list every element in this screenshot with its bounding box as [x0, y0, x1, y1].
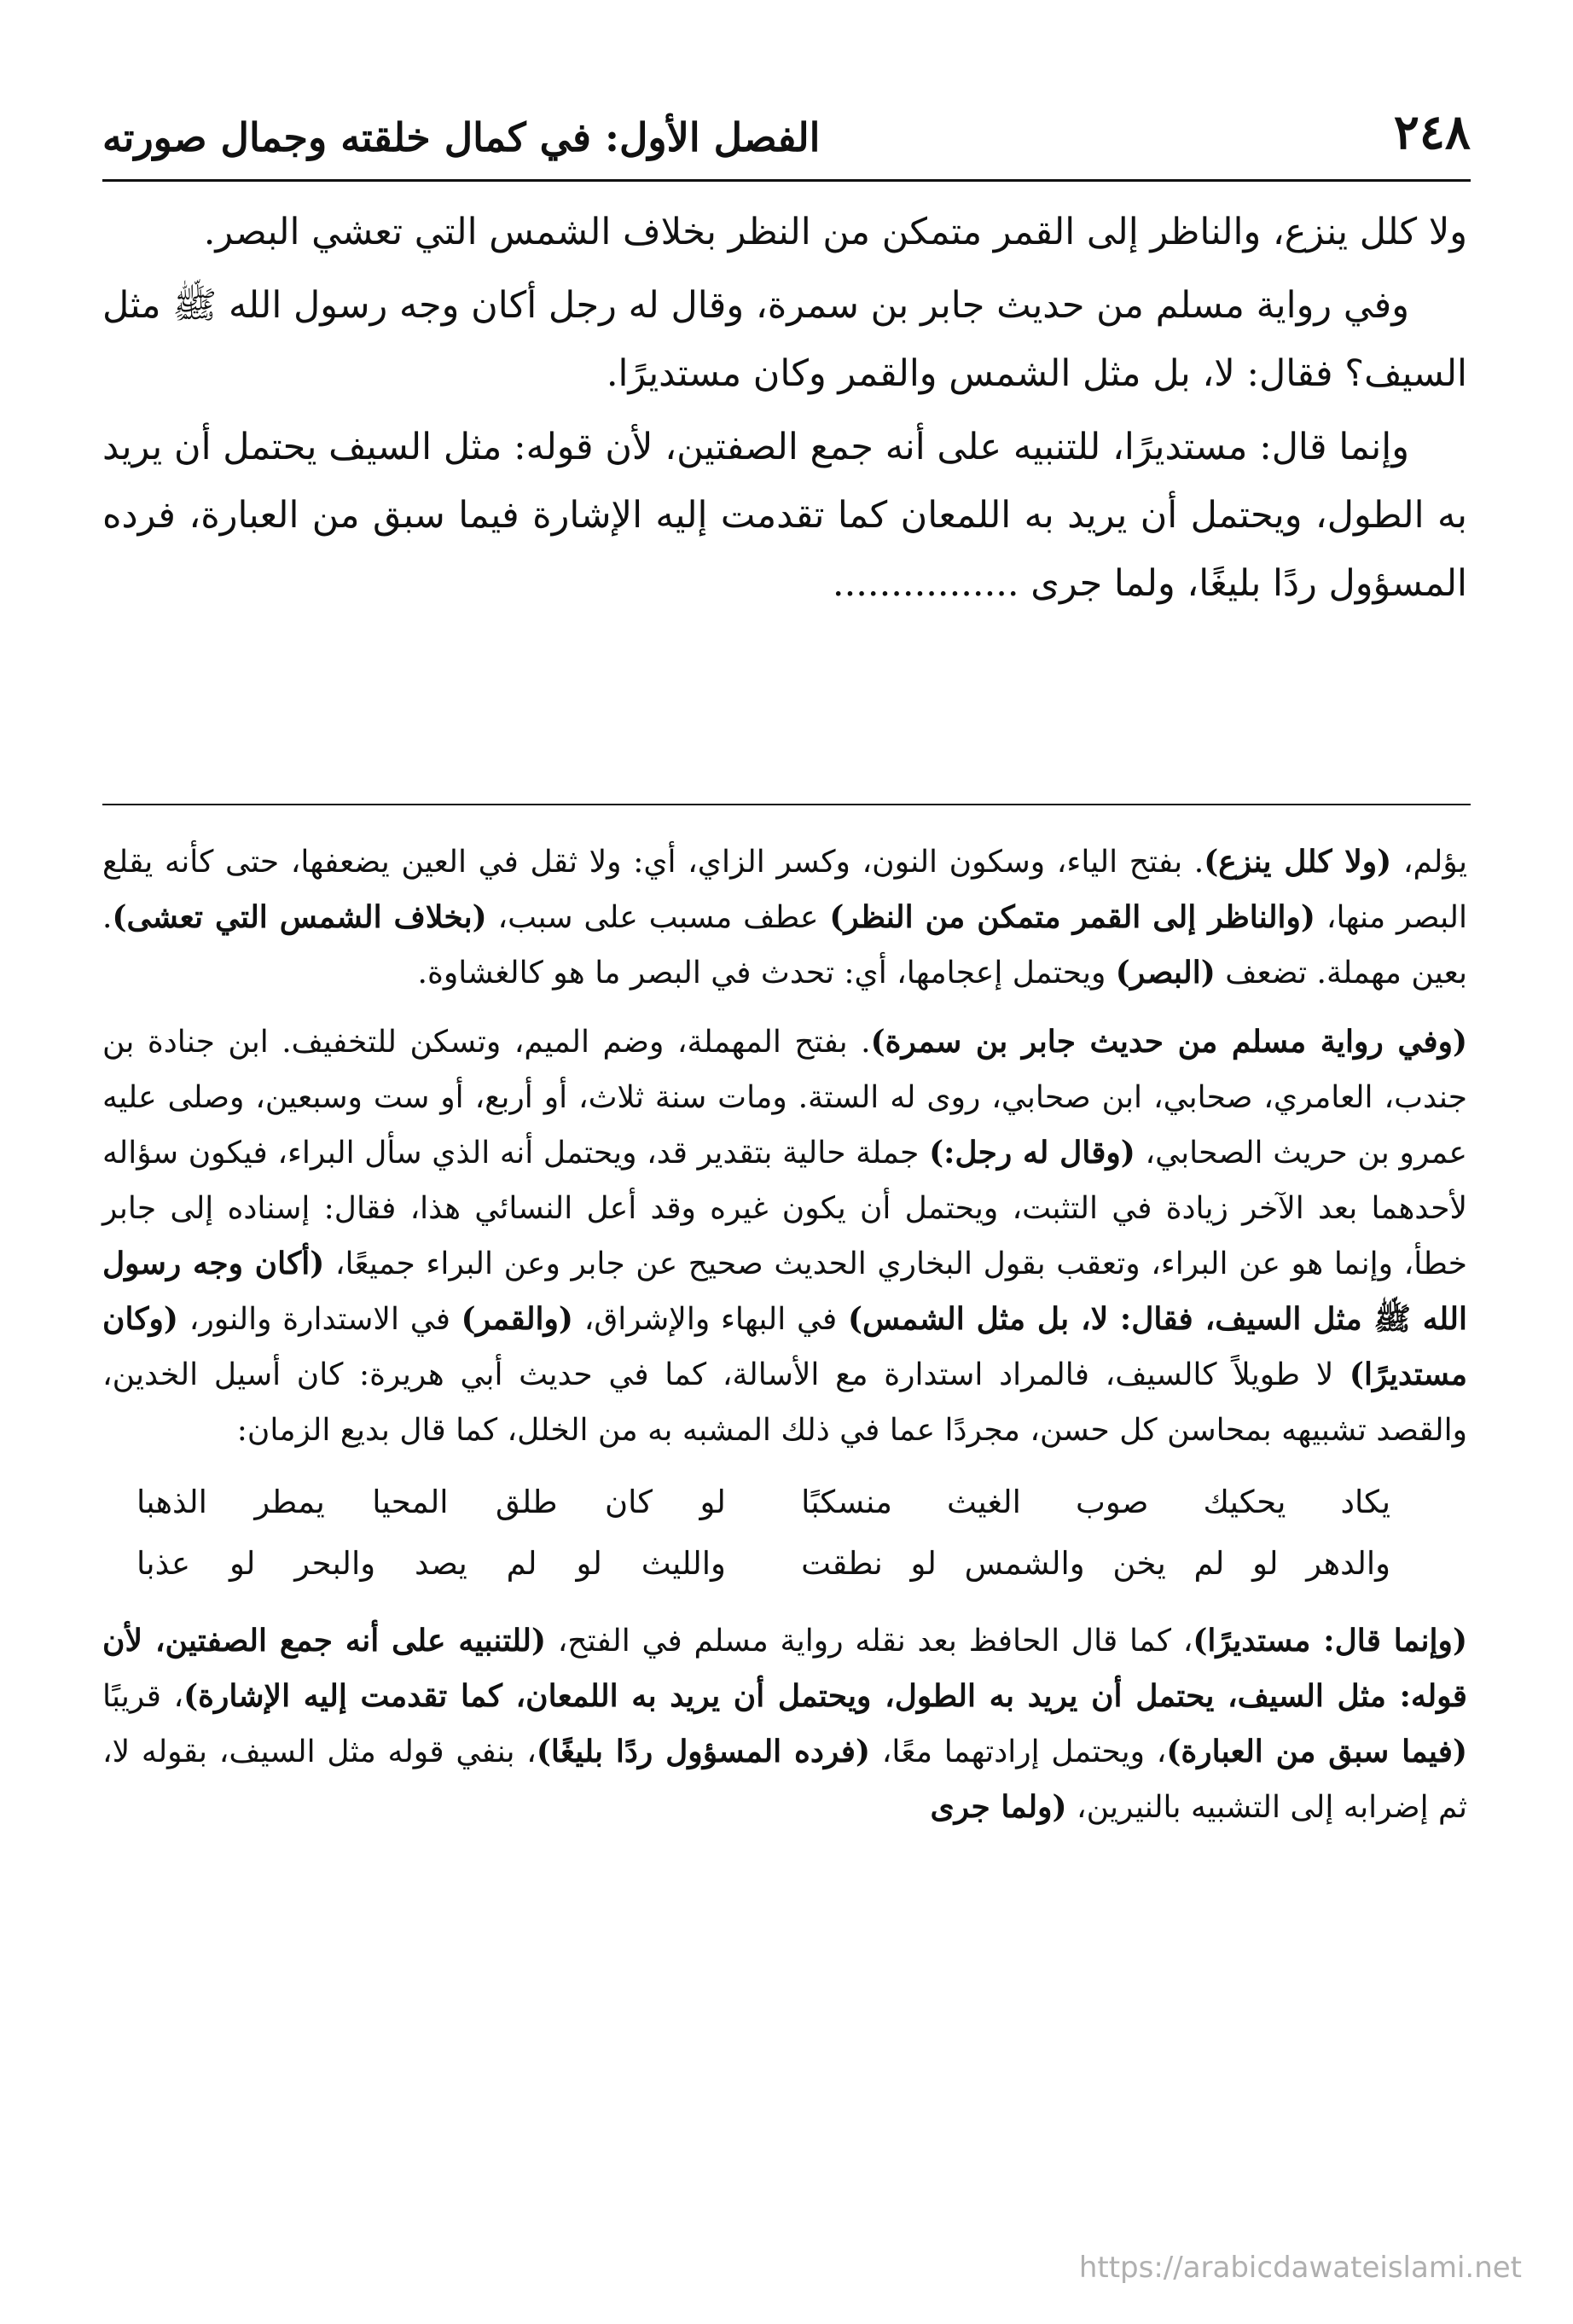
commentary-paragraph — [102, 1613, 1467, 1835]
poem — [136, 1472, 1390, 1595]
main-text — [102, 198, 1467, 623]
commentary-text: ويحتمل إعجامها، أي: تحدث في البصر ما هو كالغشاوة. — [417, 956, 1116, 991]
commentary-text: ، ويحتمل إرادتهما معًا، — [870, 1734, 1167, 1769]
poem-hemistich-left: لو كان طلق المحيا يمطر الذهبا — [136, 1484, 726, 1520]
quoted-phrase: (للتنبيه على أنه جمع الصفتين، لأن قوله: مثل السيف، يحتمل أن يريد به الطول، ويحتمل أن يريد به اللمعان، كما تقدمت إليه الإشارة) — [102, 1623, 1467, 1714]
quoted-phrase: (بخلاف الشمس التي تعشى) — [112, 899, 487, 935]
quoted-phrase: (ولما جرى — [930, 1789, 1067, 1825]
poem-verse — [136, 1472, 1390, 1533]
main-paragraph: وفي رواية مسلم من حديث جابر بن سمرة، وقال له رجل أكان وجه رسول الله ﷺ مثل السيف؟ فقال: لا، بل مثل الشمس والقمر وكان مستديرًا. — [102, 284, 1467, 395]
quoted-phrase: (أكان وجه رسول الله ﷺ مثل السيف، فقال: لا، بل مثل الشمس) — [102, 1246, 1467, 1337]
commentary-divider — [102, 804, 1471, 805]
main-paragraph — [102, 413, 1467, 618]
quoted-phrase: (والقمر) — [461, 1301, 573, 1337]
commentary-text: ، كما قال الحافظ بعد نقله رواية مسلم في الفتح، — [546, 1624, 1193, 1659]
ellipsis-dots: ................ — [832, 562, 1019, 605]
commentary-text: جملة حالية بتقدير قد، ويحتمل أنه الذي سأل البراء، فيكون سؤاله لأحدهما بعد الآخر زيادة في التثبت، ويحتمل أن يكون غيره وقد أعل النسائي هذا، فقال: إسناده إلى جابر خطأ، وإنما هو عن البراء، وتعقب بقول البخاري الحديث صحيح عن جابر وعن البراء جميعًا، — [102, 1136, 1468, 1281]
chapter-title: الفصل الأول: في كمال خلقته وجمال صورته — [102, 114, 821, 160]
quoted-phrase: (والناظر إلى القمر متمكن من النظر) — [829, 899, 1315, 935]
quoted-phrase: (وكان مستديرًا) — [102, 1301, 1467, 1392]
commentary-paragraph — [102, 1014, 1467, 1458]
commentary-paragraph — [102, 834, 1467, 1001]
commentary-text: يؤلم، — [1391, 845, 1468, 880]
commentary-text: . بعين مهملة. تضعف — [102, 900, 1467, 991]
commentary — [102, 834, 1467, 1849]
quoted-phrase: (وإنما قال: مستديرًا) — [1193, 1623, 1467, 1659]
quoted-phrase: (فرده المسؤول ردًا بليغًا) — [536, 1734, 871, 1769]
commentary-text: ، بنفي قوله مثل السيف، بقوله لا، ثم إضرابه إلى التشبيه بالنيرين، — [102, 1734, 1467, 1825]
commentary-text: . بفتح الياء، وسكون النون، وكسر الزاي، أي: ولا ثقل في العين يضعفها، حتى كأنه يقلع البصر منها، — [102, 845, 1467, 935]
poem-hemistich-left: والليث لو لم يصد والبحر لو عذبا — [136, 1545, 726, 1582]
page-header — [102, 75, 1471, 160]
poem-hemistich-right: والدهر لو لم يخن والشمس لو نطقت — [801, 1545, 1390, 1582]
watermark: https://arabicdawateislami.net — [1078, 2251, 1522, 2285]
quoted-phrase: (وفي رواية مسلم من حديث جابر بن سمرة) — [870, 1024, 1467, 1060]
main-paragraph: ولا كلل ينزع، والناظر إلى القمر متمكن من النظر بخلاف الشمس التي تعشي البصر. — [203, 211, 1467, 253]
commentary-text: في البهاء والإشراق، — [572, 1302, 848, 1337]
quoted-phrase: (فيما سبق من العبارة) — [1166, 1734, 1467, 1769]
quoted-phrase: (وقال له رجل:) — [929, 1135, 1135, 1171]
quoted-phrase: (ولا كلل ينزع) — [1204, 844, 1392, 880]
commentary-text: . بفتح المهملة، وضم الميم، وتسكن للتخفيف. ابن جنادة بن جندب، العامري، صحابي، ابن صحابي، روى له الستة. ومات سنة ثلاث، أو أربع، أو ست وسبعين، وصلى عليه عمرو بن حريث الصحابي، — [102, 1025, 1468, 1171]
commentary-text: في الاستدارة والنور، — [177, 1302, 461, 1337]
poem-hemistich-right: يكاد يحكيك صوب الغيث منسكبًا — [801, 1484, 1390, 1520]
page-number: ٢٤٨ — [1393, 104, 1471, 160]
quoted-phrase: (البصر) — [1115, 955, 1216, 991]
commentary-text: ، قريبًا — [102, 1679, 184, 1714]
commentary-text: لا طويلاً كالسيف، فالمراد استدارة مع الأسالة، كما في حديث أبي هريرة: كان أسيل الخدين، والقصد تشبيهه بمحاسن كل حسن، مجردًا عما في ذلك المشبه به من الخلل، كما قال بديع الزمان: — [102, 1357, 1467, 1448]
header-divider — [102, 179, 1471, 182]
poem-verse — [136, 1533, 1390, 1595]
commentary-text: عطف مسبب على سبب، — [486, 900, 830, 935]
main-paragraph-text: وإنما قال: مستديرًا، للتنبيه على أنه جمع الصفتين، لأن قوله: مثل السيف يحتمل أن يريد به الطول، ويحتمل أن يريد به اللمعان كما تقدمت إليه الإشارة فيما سبق من العبارة، فرده المسؤول ردًا بليغًا، ولما جرى — [102, 426, 1467, 605]
